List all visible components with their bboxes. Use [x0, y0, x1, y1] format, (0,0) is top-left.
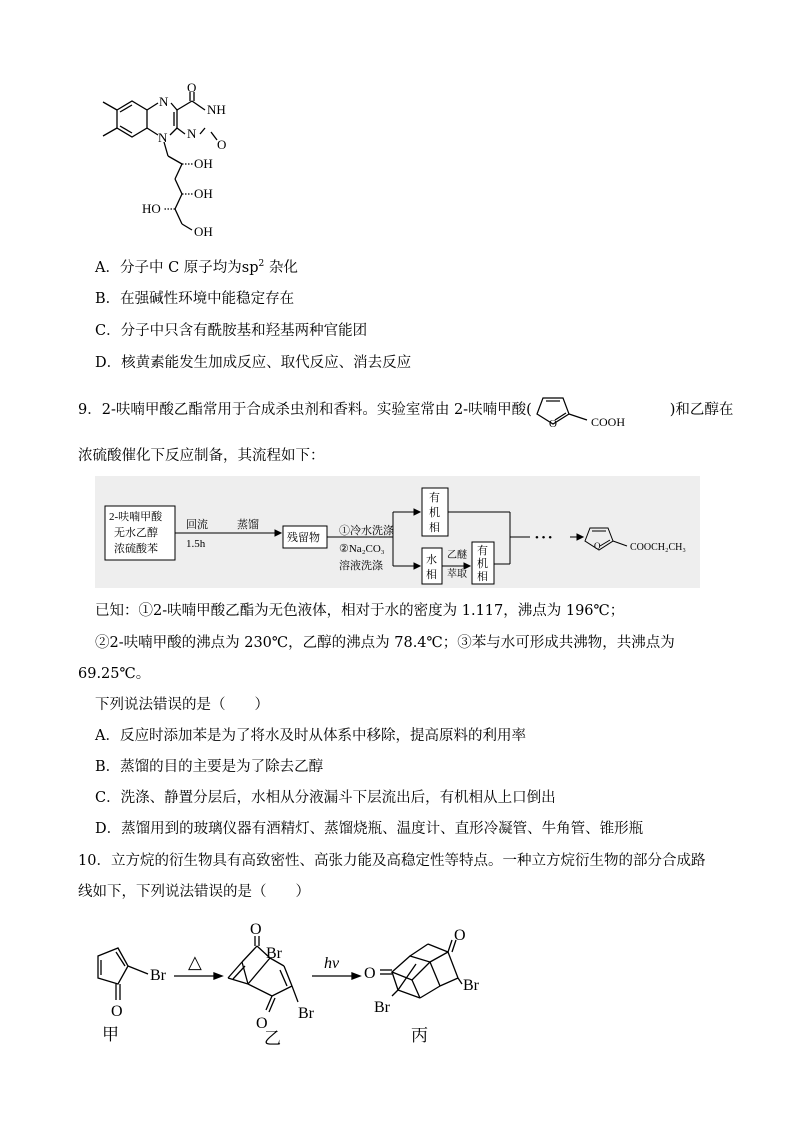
water-phase-char: 相 — [426, 569, 437, 581]
atom-label: N — [158, 130, 168, 145]
reactant-2: 无水乙醇 — [114, 527, 158, 539]
furoic-acid-structure — [533, 386, 643, 430]
atom-label: Br — [298, 1005, 314, 1022]
option-text: A．分子中 C 原子均为sp — [95, 259, 259, 276]
atom-label: Br — [374, 999, 390, 1016]
organic-phase2-char: 相 — [477, 571, 488, 583]
atom-label: OH — [194, 186, 213, 201]
product-group: COOCH₂CH₃ — [630, 542, 686, 553]
atom-label: O — [549, 418, 557, 430]
atom-label: Br — [463, 977, 479, 994]
stem-text: 9．2-呋喃甲酸乙酯常用于合成杀虫剂和香料。实验室常由 2-呋喃甲酸( — [78, 402, 532, 418]
ellipsis: • • • — [535, 532, 553, 544]
organic-phase-char: 相 — [429, 522, 440, 534]
organic-phase-char: 机 — [429, 507, 440, 519]
compound-label-yi: 乙 — [264, 1029, 281, 1048]
heat-symbol: △ — [188, 952, 202, 972]
wash-step-3: 溶液洗涤 — [339, 560, 383, 572]
atom-label: O — [250, 921, 262, 938]
organic-phase-char: 有 — [429, 492, 440, 504]
step-reflux: 回流 — [186, 519, 208, 531]
extract-step: 萃取 — [447, 569, 467, 580]
q10-stem-line1: 10．立方烷的衍生物具有高致密性、高张力能及高稳定性等特点。一种立方烷衍生物的部分合成路 — [78, 853, 706, 869]
step-distill: 蒸馏 — [237, 519, 259, 531]
atom-label: HO — [142, 201, 161, 216]
q10-stem-line2: 线如下，下列说法错误的是（ ） — [78, 884, 310, 900]
cubane-synthesis-scheme — [80, 918, 500, 1048]
atom-label: OH — [194, 224, 213, 239]
q9-option-b: B．蒸馏的目的主要是为了除去乙醇 — [95, 759, 324, 775]
riboflavin-structure — [90, 80, 250, 244]
option-text: 杂化 — [264, 259, 298, 276]
atom-label: COOH — [591, 415, 626, 429]
atom-label: Br — [150, 967, 166, 984]
atom-label: O — [256, 1015, 268, 1032]
atom-label: OH — [194, 156, 213, 171]
compound-label-bing: 丙 — [411, 1026, 428, 1045]
q9-known-2: ②2-呋喃甲酸的沸点为 230℃，乙醇的沸点为 78.4℃；③苯与水可形成共沸物，共沸点为 — [95, 635, 675, 651]
q9-known-3: 69.25℃。 — [78, 666, 151, 682]
q9-known-1: 已知：①2-呋喃甲酸乙酯为无色液体，相对于水的密度为 1.117，沸点为 196℃； — [95, 603, 625, 619]
q9-question: 下列说法错误的是（ ） — [95, 697, 269, 713]
q8-option-d: D．核黄素能发生加成反应、取代反应、消去反应 — [95, 355, 412, 371]
atom-label: Br — [266, 945, 282, 962]
reactant-3: 浓硫酸苯 — [114, 543, 158, 555]
q8-option-a — [95, 254, 298, 278]
atom-label: NH — [207, 102, 226, 117]
q8-option-b: B．在强碱性环境中能稳定存在 — [95, 291, 295, 307]
compound-label-jia: 甲 — [102, 1025, 119, 1044]
wash-step-2: ②Na₂CO₃ — [339, 543, 385, 555]
organic-phase2-char: 有 — [477, 545, 488, 557]
q9-option-d: D．蒸馏用到的玻璃仪器有酒精灯、蒸馏烧瓶、温度计、直形冷凝管、牛角管、锥形瓶 — [95, 821, 644, 837]
atom-label: O — [111, 1003, 123, 1020]
atom-label: O — [594, 541, 601, 551]
atom-label: O — [187, 80, 197, 95]
water-phase-char: 水 — [426, 554, 437, 566]
q9-option-c: C．洗涤、静置分层后，水相从分液漏斗下层流出后，有机相从上口倒出 — [95, 790, 556, 806]
atom-label: N — [159, 94, 169, 109]
atom-label: N — [187, 126, 197, 141]
q9-stem-line2: 浓硫酸催化下反应制备，其流程如下： — [78, 448, 325, 464]
step-time: 1.5h — [186, 538, 206, 550]
q9-option-a: A．反应时添加苯是为了将水及时从体系中移除，提高原料的利用率 — [95, 728, 526, 744]
residue-label: 残留物 — [287, 532, 320, 544]
stem-text: )和乙醇在 — [669, 402, 734, 418]
light-symbol: hv — [324, 955, 340, 972]
atom-label: O — [364, 965, 376, 982]
superscript: 2 — [258, 259, 265, 269]
wash-step-1: ①冷水洗涤 — [339, 525, 394, 537]
extract-solvent: 乙醚 — [447, 550, 467, 561]
process-flow-diagram — [95, 476, 700, 588]
reactant-1: 2-呋喃甲酸 — [109, 511, 163, 523]
atom-label: O — [217, 137, 227, 152]
organic-phase2-char: 机 — [477, 558, 488, 570]
atom-label: O — [454, 927, 466, 944]
q8-option-c: C．分子中只含有酰胺基和羟基两种官能团 — [95, 323, 368, 339]
